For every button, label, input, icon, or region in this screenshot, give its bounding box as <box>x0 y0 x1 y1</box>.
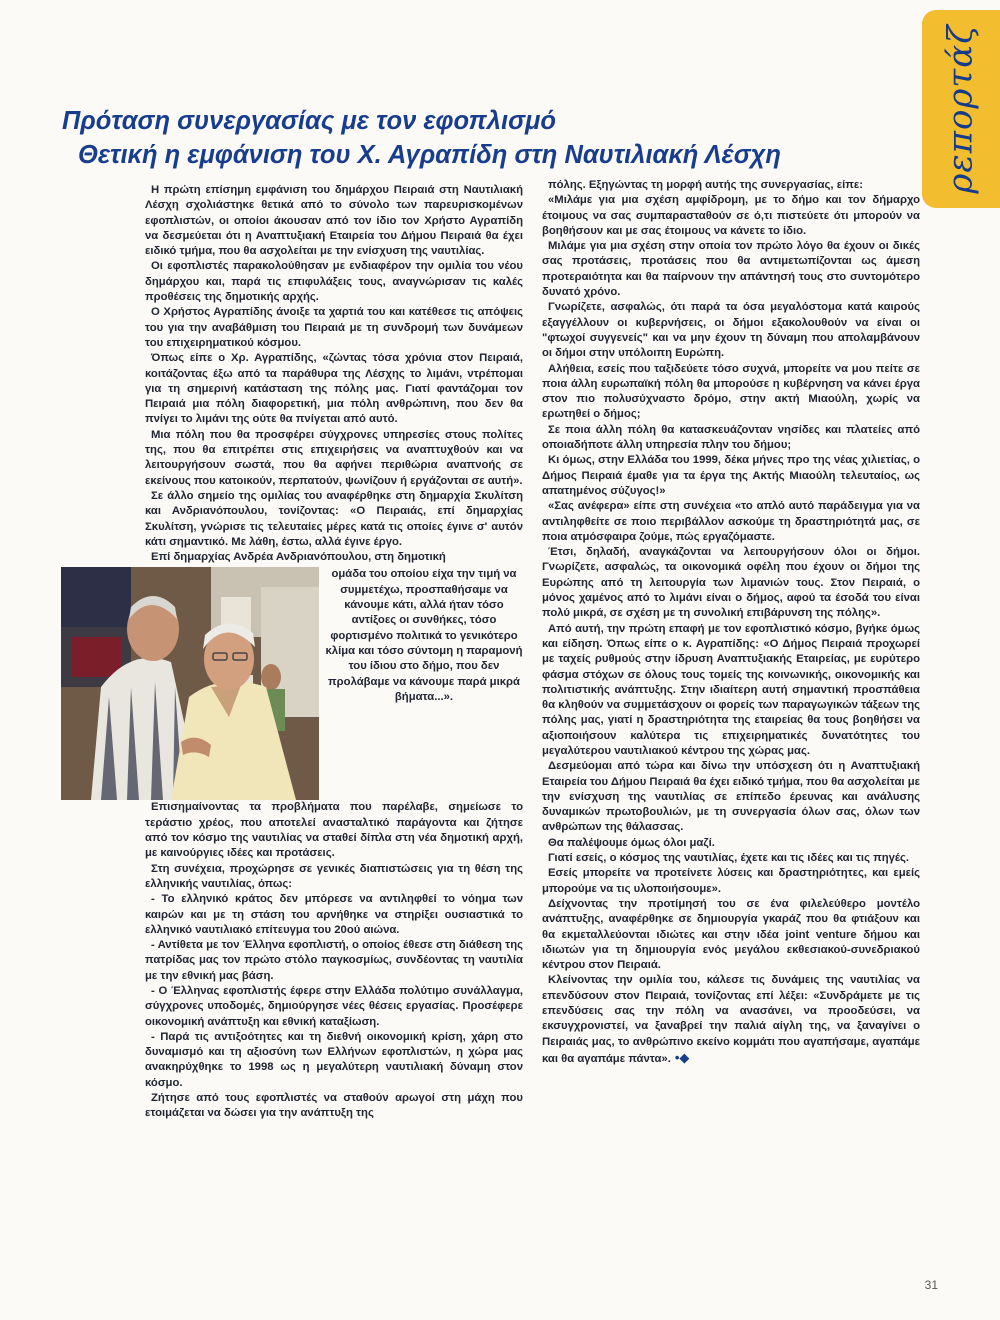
paragraph: - Αντίθετα με τον Έλληνα εφοπλιστή, ο οποίος έθεσε στη διάθεση της πατρίδας μας τον πρώτο στόλο παγκοσμίως, συνδέοντας τη ναυτιλία με την εθνική μας βάση. <box>145 939 523 982</box>
paragraph: Από αυτή, την πρώτη επαφή με τον εφοπλιστικό κόσμο, βγήκε όμως και είδηση. Όπως είπε ο κ. Αγραπίδης: «Ο Δήμος Πειραιά προχωρεί με ταχείς ρυθμούς στην ίδρυση Αναπτυξιακής Εταιρείας, με ευρύτερο φάσμα στόχων σε όλους τους τομείς της κοινωνικής, οικονομικής και πολιτιστικής ανάπτυξης. Στην ιδιαίτερη αυτή σημαντική προσπάθεια θα κληθούν να συμμετάσχουν οι φορείς των παραγωγικών τάξεων της πόλης μας, γιατί η δραστηριότητα της εταιρείας θα τους βοηθήσει να αξιοποιήσουν καλύτερα τις επιχειρηματικές δυνατότητες του μεγαλύτερου ναυτιλιακού κέντρου της χώρας μας. <box>542 622 920 757</box>
paragraph: Επισημαίνοντας τα προβλήματα που παρέλαβε, σημείωσε το τεράστιο χρέος, που αποτελεί ανασταλτικό παράγοντα και ζήτησε από τον κόσμο της ναυτιλίας να σταθεί δίπλα στη νέα δημοτική αρχή, με καινούργιες ιδέες και προτάσεις. <box>145 801 523 860</box>
paragraph: πόλης. Εξηγώντας τη μορφή αυτής της συνεργασίας, είπε: <box>548 179 863 191</box>
paragraph: Ζήτησε από τους εφοπλιστές να σταθούν αρωγοί στη μάχη που ετοιμάζεται να δώσει για την ανάπτυξη της <box>145 1092 523 1120</box>
paragraph: Οι εφοπλιστές παρακολούθησαν με ενδιαφέρον την ομιλία του νέου δημάρχου και, παρά τις επιφυλάξεις τους, αναγνώρισαν τις καλές προθέσεις της δημοτικής αρχής. <box>145 260 523 304</box>
paragraph: Εσείς μπορείτε να προτείνετε λύσεις και δραστηριότητες, και εμείς μπορούμε να τις υλοποιήσουμε». <box>542 867 920 895</box>
paragraph: «Μιλάμε για μια σχέση αμφίδρομη, με το δήμο και τον δήμαρχο έτοιμους να σας συμπαρασταθούν σε ό,τι πιστεύετε ότι μπορούν να βοηθήσουν και με σας έτοιμους να κάνετε το ίδιο. <box>542 194 920 237</box>
headline-line-2: Θετική η εμφάνιση του Χ. Αγραπίδη στη Ναυτιλιακή Λέσχη <box>78 141 781 169</box>
paragraph: «Σας ανέφερα» είπε στη συνέχεια «το απλό αυτό παράδειγμα για να αντιληφθείτε σε ποιο περιβάλλον ασκούμε τη δραστηριότητά μας, σε ποια ατμόσφαιρα ζούμε, πώς εργαζόμαστε. <box>542 500 920 543</box>
left-column <box>145 183 523 1122</box>
paragraph: ομάδα του οποίου είχα την τιμή να συμμετέχω, προσπαθήσαμε να κάνουμε κάτι, αλλά ήταν τόσο αντίξοες οι συνθήκες, τόσο φορτισμένο πολιτικά το γενικότερο κλίμα και τόσο σύντομη η παραμονή του ίδιου στο δήμο, που δεν προλάβαμε να κάνουμε παρά μικρά βήματα...». <box>325 568 523 703</box>
photo-wrap-text <box>325 567 523 705</box>
mayor-street-photo <box>61 567 319 800</box>
paragraph: Επί δημαρχίας Ανδρέα Ανδριανόπουλου, στη δημοτική <box>151 551 446 564</box>
paragraph: - Παρά τις αντιξοότητες και τη διεθνή οικονομική κρίση, χάρη στο δυναμισμό και τη αξιοσύνη των Ελλήνων εφοπλιστών, η χώρα μας ανακηρύχθηκε το 1998 ως η μεγαλύτερη ναυτιλιακή δύναμη στον κόσμο. <box>145 1030 523 1089</box>
paragraph: Σε άλλο σημείο της ομιλίας του αναφέρθηκε στη δημαρχία Σκυλίτση και Ανδριανόπουλου, τονίζοντας: «Ο Πειραιάς, επί δημαρχίας Σκυλίτση, γνώρισε τις τελευταίες μέρες κατά τις οποίες έγινε σ' αυτόν κάτι σημαντικό. Με λάθη, έστω, αλλά έγινε έργο. <box>145 489 523 548</box>
paragraph-final <box>542 973 920 1067</box>
paragraph: - Ο Έλληνας εφοπλιστής έφερε στην Ελλάδα πολύτιμο συνάλλαγμα, σύγχρονες υποδομές, δημιούργησε νέες θέσεις εργασίας. Προσέφερε οικονομική ανάπτυξη και εθνική καταξίωση. <box>145 984 523 1028</box>
paragraph: Μια πόλη που θα προσφέρει σύγχρονες υπηρεσίες στους πολίτες της, που θα επιτρέπει στις επιχειρήσεις να αναπτυχθούν και να λειτουργήσουν σωστά, που θα αφήνει περιθώρια αναπνοής σε εκείνους που κατοικούν, περπατούν, ψωνίζουν ή εργάζονται σε αυτή». <box>145 428 523 487</box>
paragraph: Έτσι, δηλαδή, αναγκάζονται να λειτουργήσουν όλοι οι δήμοι. Γνωρίζετε, ασφαλώς, τα οικονομικά οφέλη που έχουν οι δήμοι της Ευρώπης από τη λειτουργία των λιμανιών τους. Στον Πειραιά, ο μόνος χαμένος από το λιμάνι είναι ο δήμος, αφού τα έσοδά του είναι πολύ μικρά, σε σχέση με τη συνολική επιβάρυνση της πόλης». <box>542 546 920 620</box>
paragraph: Γνωρίζετε, ασφαλώς, ότι παρά τα όσα μεγαλόστομα κατά καιρούς εξαγγέλλουν οι κυβερνήσεις, οι δήμοι εξακολουθούν να είναι οι "φτωχοί συγγενείς" και να μην έχουν τη δύναμη που απολαμβάνουν οι δήμοι στην υπόλοιπη Ευρώπη. <box>542 301 920 360</box>
paragraph: Γιατί εσείς, ο κόσμος της ναυτιλίας, έχετε και τις ιδέες και τις πηγές. <box>548 852 910 865</box>
paragraph: Κι όμως, στην Ελλάδα του 1999, δέκα μήνες προ της νέας χιλιετίας, ο Δήμος Πειραιά έμαθε για τα έργα της Ακτής Μιαούλη τελευταίος, ως απατημένος σύζυγος!» <box>542 454 920 497</box>
paragraph: Σε ποια άλλη πόλη θα κατασκευάζονταν νησίδες και πλατείες από οποιαδήποτε άλλη υπηρεσία πλην του δήμου; <box>542 423 920 452</box>
paragraph: Στη συνέχεια, προχώρησε σε γενικές διαπιστώσεις για τη θέση της ελληνικής ναυτιλίας, όπως: <box>145 862 523 890</box>
photo-illustration <box>61 567 319 800</box>
headline-line-1: Πρόταση συνεργασίας με τον εφοπλισμό <box>62 107 556 135</box>
section-tab <box>922 10 1000 208</box>
section-label: ρεπορτάζ <box>941 24 982 194</box>
end-mark-icon: •◆ <box>674 1049 690 1065</box>
photo-block <box>61 567 523 800</box>
paragraph: Θα παλέψουμε όμως όλοι μαζί. <box>548 836 715 849</box>
paragraph: Αλήθεια, εσείς που ταξιδεύετε τόσο συχνά, μπορείτε να μου πείτε σε ποια άλλη ευρωπαϊκή πόλη θα μπορούσε η κυβέρνηση να κάνει έργα στον πιο πολυσύχναστο δρόμο, στην ακτή Μιαούλη, χωρίς να ερωτηθεί ο δήμος; <box>542 362 920 421</box>
paragraph: Μιλάμε για μια σχέση στην οποία τον πρώτο λόγο θα έχουν οι δικές σας προτάσεις, προτάσεις που θα αντιμετωπίζονται ως άμεση προτεραιότητα και θα παίρνουν την απάντησή τους στο συντομότερο δυνατό χρόνο. <box>542 240 920 299</box>
paragraph: Ο Χρήστος Αγραπίδης άνοιξε τα χαρτιά του και κατέθεσε τις απόψεις του για την αναβάθμιση του Πειραιά με τη συνδρομή των δυνάμεων του επιχειρηματικού κόσμου. <box>145 306 523 349</box>
headline <box>60 104 910 172</box>
paragraph: Δεσμεύομαι από τώρα και δίνω την υπόσχεση ότι η Αναπτυξιακή Εταιρεία του Δήμου Πειραιά θα έχει ειδικό τμήμα, που θα ασχολείται με την ενίσχυση της ναυτιλίας σε επίπεδο έρευνας και ανάλυσης δυναμικών πρωτοβουλιών, με τη συνεργασία όλων σας, όλων των ανθρώπων της θάλασσας. <box>542 760 920 834</box>
paragraph: Η πρώτη επίσημη εμφάνιση του δημάρχου Πειραιά στη Ναυτιλιακή Λέσχη σχολιάστηκε θετικά από το σύνολο των παρευρισκομένων εφοπλιστών, οι οποίοι άκουσαν από τον ίδιο τον Χρήστο Αγραπίδη να δεσμεύεται ότι η Αναπτυξιακή Εταιρεία του Δήμου Πειραιά θα έχει ειδικό τμήμα, που θα ασχολείται με την ενίσχυση της ναυτιλίας. <box>145 184 523 258</box>
right-column <box>542 178 920 1067</box>
paragraph: - Το ελληνικό κράτος δεν μπόρεσε να αντιληφθεί το νόημα των καιρών και με τη στάση του αρνήθηκε να στηρίξει ουσιαστικά το ελληνικό ναυτιλιακό επίτευγμα του 20ού αιώνα. <box>145 893 523 936</box>
paragraph: Δείχνοντας την προτίμησή του σε ένα φιλελεύθερο μοντέλο ανάπτυξης, αναφέρθηκε σε δημιουργία γκαράζ που θα φτιάξουν και θα εκμεταλλεύονται ιδιώτες και στην ιδέα joint venture δήμου και ιδιωτών για τη δημιουργία ενός μεγάλου εκθεσιακού-συνεδριακού κέντρου στον Πειραιά. <box>542 897 920 972</box>
page-number: 31 <box>924 1278 938 1292</box>
paragraph: Όπως είπε ο Χρ. Αγραπίδης, «ζώντας τόσα χρόνια στον Πειραιά, κοιτάζοντας έξω από τα παράθυρα της Λέσχης το λιμάνι, ντρέπομαι για τη σημερινή κατάσταση της πόλης μας. Γιατί φαντάζομαι τον Πειραιά μια πόλη διαφορετική, μια πόλη ανθρώπινη, που δεν θα πνίγει το λιμάνι της ούτε θα πνίγεται από αυτό. <box>145 352 523 426</box>
final-text: Κλείνοντας την ομιλία του, κάλεσε τις δυνάμεις της ναυτιλίας να επενδύσουν στον Πειραιά, τονίζοντας επί λέξει: «Συνδράμετε με τις επενδύσεις σας την πόλη να ανασάνει, να προοδεύσει, να εκσυγχρονιστεί, να ξαναβρεί την παλιά αίγλη της, να ξαναγίνει ο Πειραιάς μας, το ανθρώπινο εκείνο κομμάτι που αγαπήσαμε, αγαπάμε και θα αγαπάμε πάντα». <box>542 974 920 1065</box>
